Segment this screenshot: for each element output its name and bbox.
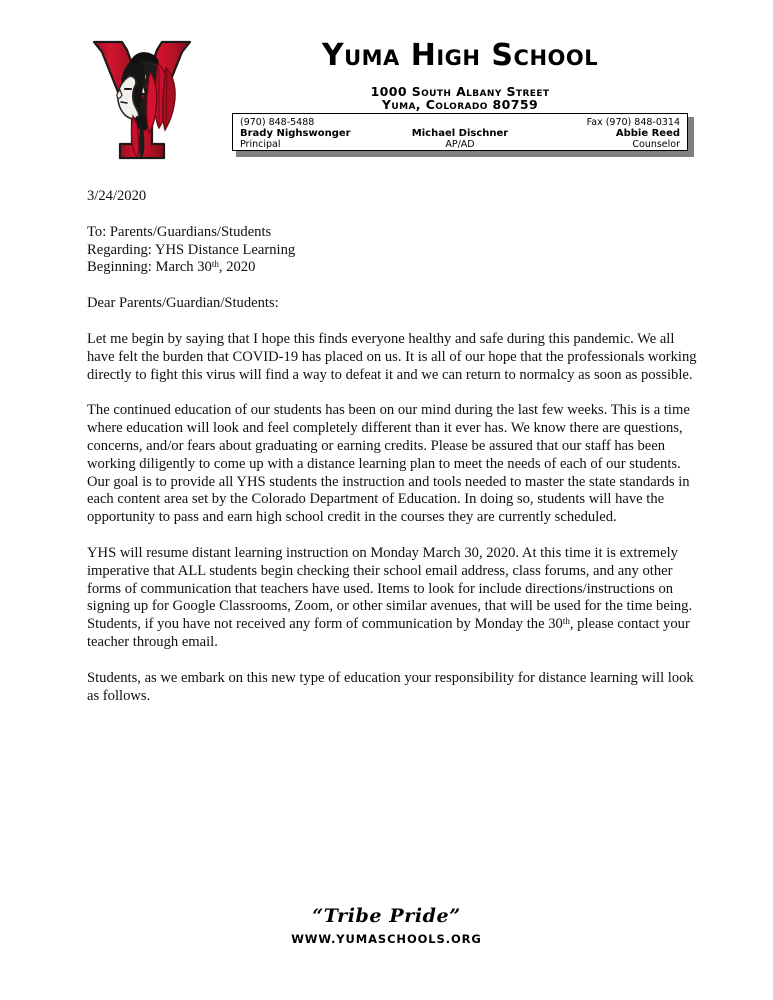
school-logo [86, 24, 198, 164]
letter-paragraph-1: Let me begin by saying that I hope this finds everyone healthy and safe during this pandemic. We all have felt the burden that COVID-19 has placed on us. It is all of our hope that the professionals working directly to fight this virus will find a way to defeat it and we can return to normalcy as soon as possible. [87, 330, 697, 383]
letter-paragraph-2: The continued education of our students has been on our mind during the last few weeks. This is a time where education will look and feel completely different than it ever has. We know there are questions, concerns, and/or fears about graduating or earning credits. Please be assured that our staff has been working diligently to come up with a distance learning plan to meet the needs of each of our students. Our goal is to provide all YHS students the instruction and tools needed to master the state standards in each content area set by the Colorado Department of Education. In doing so, students will have the opportunity to pass and earn high school credit in the courses they are currently scheduled. [87, 402, 690, 526]
spacer-after-salutation [87, 313, 697, 331]
letter-salutation: Dear Parents/Guardian/Students: [87, 295, 279, 312]
address-line-2: Yuma, Colorado 80759 [381, 97, 539, 112]
principal-name: Brady Nighswonger [240, 127, 351, 139]
beginning-prefix: Beginning: March 30 [87, 259, 212, 276]
indian-y-logo-icon [86, 24, 198, 164]
school-name-title: Yuma High School [321, 38, 599, 73]
ap-ad-name: Michael Dischner [411, 127, 509, 139]
letter-paragraph-4: Students, as we embark on this new type of education your responsibility for distance learning will look as follows. [87, 669, 694, 704]
school-website: WWW.YUMASCHOOLS.ORG [291, 931, 482, 946]
beginning-suffix: , 2020 [218, 259, 256, 276]
contact-row-titles [233, 138, 687, 150]
letterhead [0, 0, 773, 175]
letter-to-line: To: Parents/Guardians/Students [87, 223, 272, 240]
phone-number: (970) 848-5488 [240, 116, 315, 128]
spacer-after-p3 [87, 652, 697, 670]
paragraph-3-ordinal: th [562, 616, 570, 627]
spacer-after-p1 [87, 384, 697, 402]
spacer-after-p2 [87, 527, 697, 545]
address-line-1: 1000 South Albany Street [370, 84, 550, 99]
letter-regarding-line: Regarding: YHS Distance Learning [87, 241, 296, 258]
paragraph-3-part-1: YHS will resume distant learning instruction on Monday March 30, 2020. At this time it is extremely imperative that ALL students begin checking their school email address, class forums, and any other forms of communication that teachers have used. Items to look for include directions/instructions on signing up for Google Classrooms, Zoom, or other similar avenues, that will be used for the time being. Students, if you have not received any form of communication by Monday the 30 [87, 544, 693, 633]
page-footer [0, 905, 773, 946]
school-motto: “Tribe Pride” [312, 905, 461, 927]
letter-beginning-line [87, 259, 697, 277]
beginning-ordinal: th [211, 259, 219, 270]
fax-number: Fax (970) 848-0314 [586, 116, 681, 128]
ap-ad-title: AP/AD [445, 138, 475, 150]
spacer-after-date [87, 206, 697, 224]
letter-paragraph-3 [87, 545, 697, 652]
paragraph-3-part-2: , please contact your teacher through email. [87, 616, 690, 650]
principal-title: Principal [240, 138, 281, 150]
counselor-name: Abbie Reed [615, 127, 681, 139]
letter-body [87, 188, 697, 705]
contact-info-box [232, 113, 688, 151]
letter-date: 3/24/2020 [87, 188, 147, 204]
spacer-after-meta [87, 277, 697, 295]
counselor-title: Counselor [632, 138, 681, 150]
